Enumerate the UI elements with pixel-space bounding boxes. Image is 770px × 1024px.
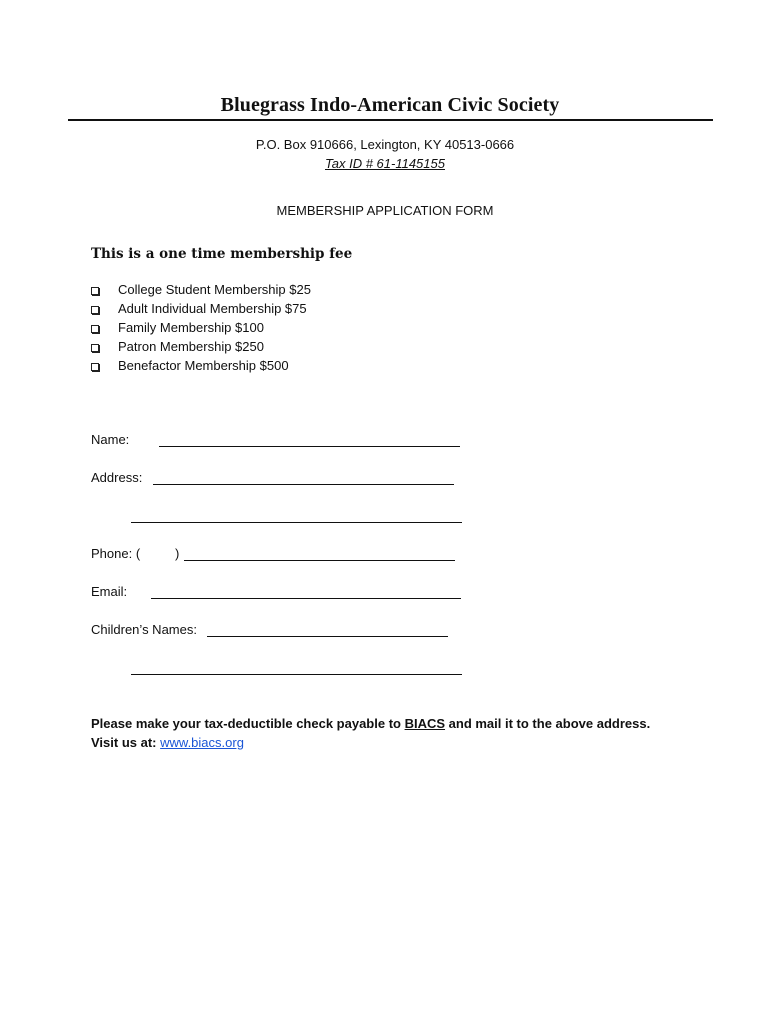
payee-name: BIACS xyxy=(404,716,446,731)
membership-options-list xyxy=(91,280,311,375)
childrens-names-field-line-2[interactable] xyxy=(131,674,462,675)
membership-option-label: Patron Membership $250 xyxy=(118,339,264,354)
childrens-names-field-line-1[interactable] xyxy=(207,636,448,637)
name-field[interactable] xyxy=(159,446,460,447)
payment-instructions xyxy=(91,716,650,731)
membership-option[interactable] xyxy=(91,337,311,356)
membership-option[interactable] xyxy=(91,280,311,299)
tax-id: Tax ID # 61-1145155 xyxy=(325,156,445,171)
membership-option-label: College Student Membership $25 xyxy=(118,282,311,297)
payment-text-before: Please make your tax-deductible check payable to xyxy=(91,716,405,731)
phone-label-close: ) xyxy=(175,546,180,561)
fee-heading: This is a one time membership fee xyxy=(91,246,353,262)
visit-label: Visit us at: xyxy=(91,735,161,750)
membership-option-label: Family Membership $100 xyxy=(118,320,264,335)
membership-option-label: Benefactor Membership $500 xyxy=(118,358,289,373)
membership-option[interactable] xyxy=(91,318,311,337)
address-field-line-1[interactable] xyxy=(153,484,454,485)
form-title: MEMBERSHIP APPLICATION FORM xyxy=(276,203,494,218)
checkbox-icon[interactable] xyxy=(91,325,99,333)
checkbox-icon[interactable] xyxy=(91,344,99,352)
payment-text-after: and mail it to the above address. xyxy=(445,716,651,731)
childrens-names-label: Children’s Names: xyxy=(91,622,197,637)
phone-label: Phone: ( xyxy=(91,546,141,561)
membership-option[interactable] xyxy=(91,356,311,375)
address-label: Address: xyxy=(91,470,143,485)
phone-field[interactable] xyxy=(184,560,455,561)
email-field[interactable] xyxy=(151,598,461,599)
membership-option-label: Adult Individual Membership $75 xyxy=(118,301,307,316)
checkbox-icon[interactable] xyxy=(91,287,99,295)
organization-title: Bluegrass Indo-American Civic Society xyxy=(220,94,560,116)
checkbox-icon[interactable] xyxy=(91,306,99,314)
membership-option[interactable] xyxy=(91,299,311,318)
checkbox-icon[interactable] xyxy=(91,363,99,371)
name-label: Name: xyxy=(91,432,130,447)
mailing-address: P.O. Box 910666, Lexington, KY 40513-0666 xyxy=(255,137,515,152)
title-divider xyxy=(68,119,713,121)
email-label: Email: xyxy=(91,584,128,599)
address-field-line-2[interactable] xyxy=(131,522,462,523)
website-link[interactable]: www.biacs.org xyxy=(160,735,244,750)
website-line xyxy=(91,735,244,750)
